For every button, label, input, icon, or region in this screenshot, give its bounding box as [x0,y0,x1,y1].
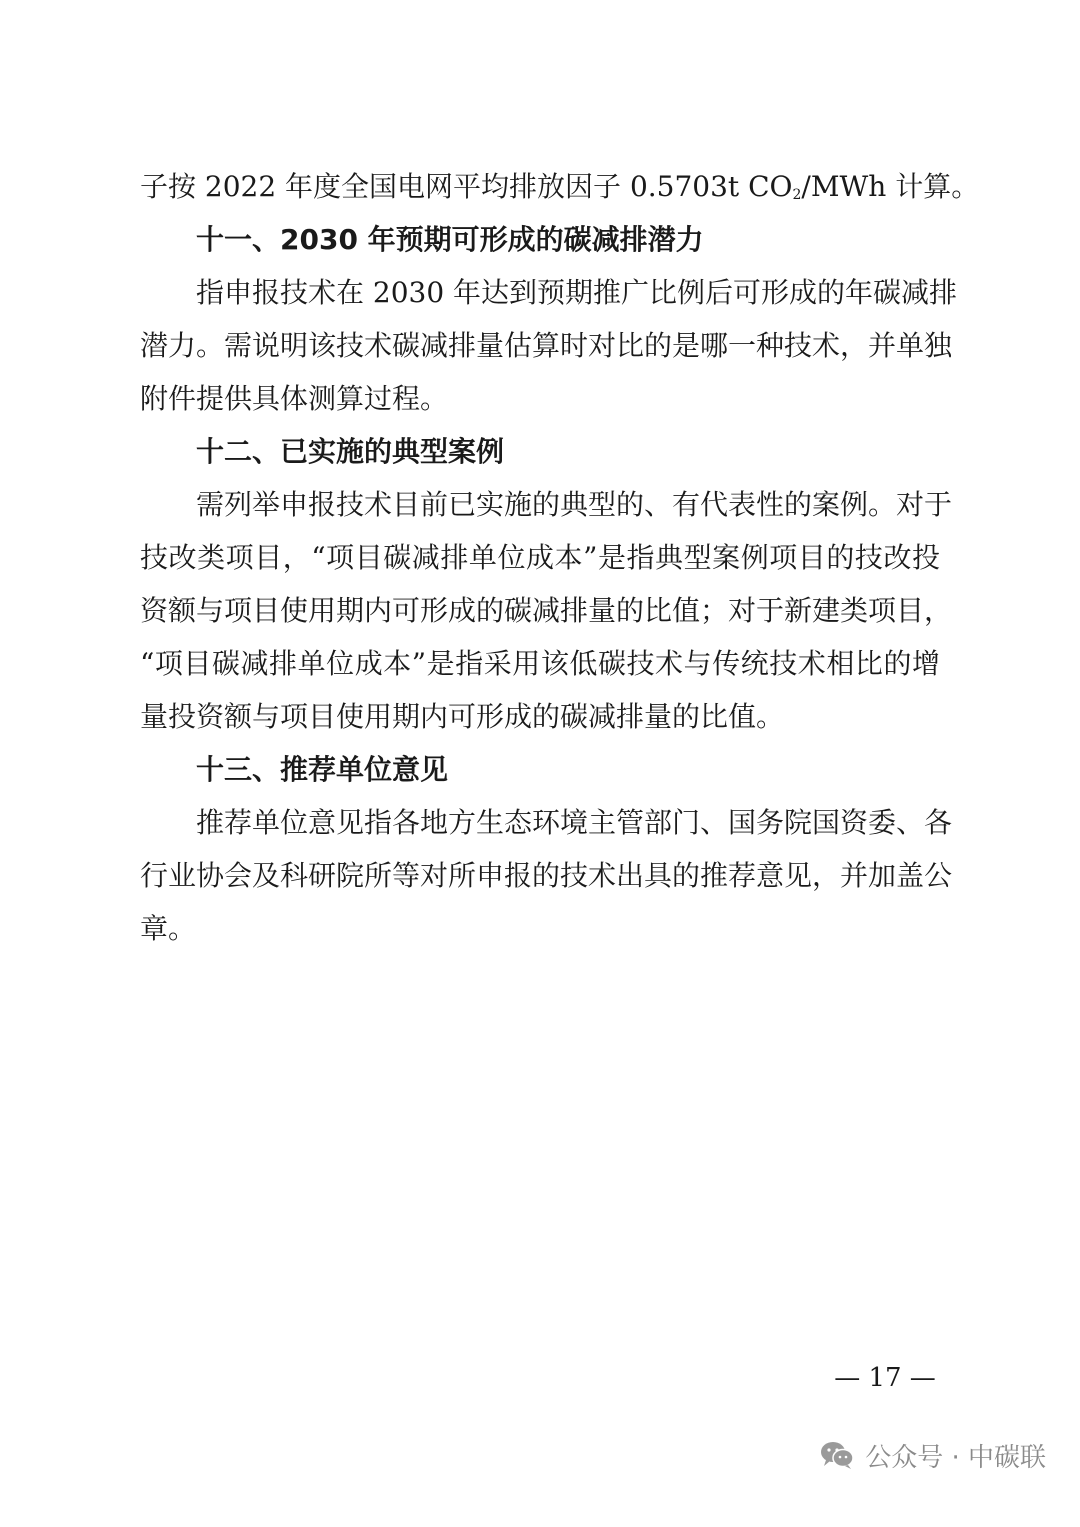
section-13-heading: 十三、推荐单位意见 [196,753,449,786]
subscript-2: 2 [792,187,802,203]
paragraph-line: 推荐单位意见指各地方生态环境主管部门、国务院国资委、各 [196,806,953,839]
section-11-heading: 十一、2030 年预期可形成的碳减排潜力 [196,223,704,256]
wechat-icon [819,1439,855,1471]
paragraph-line: 子按 2022 年度全国电网平均排放因子 0.5703t $CO_2$/MWh 计算。 [140,170,980,203]
section-12-heading: 十二、已实施的典型案例 [196,435,505,468]
page-number: — 17 — [834,1363,936,1393]
paragraph-line: 资额与项目使用期内可形成的碳减排量的比值；对于新建类项目， [140,594,953,627]
paragraph-line: 章。 [140,912,197,945]
paragraph-line: 行业协会及科研院所等对所申报的技术出具的推荐意见，并加盖公 [140,859,953,892]
paragraph-line: “项目碳减排单位成本”是指采用该低碳技术与传统技术相比的增 [140,647,940,680]
paragraph-line: 技改类项目，“项目碳减排单位成本”是指典型案例项目的技改投 [140,541,940,574]
paragraph-line: 指申报技术在 2030 年达到预期推广比例后可形成的年碳减排 [196,276,958,309]
document-body [140,160,980,955]
paragraph-line: 附件提供具体测算过程。 [140,382,449,415]
watermark [819,1430,1046,1480]
paragraph-line: 量投资额与项目使用期内可形成的碳减排量的比值。 [140,700,785,733]
paragraph-line: 潜力。需说明该技术碳减排量估算时对比的是哪一种技术，并单独 [140,329,953,362]
paragraph-line: 需列举申报技术目前已实施的典型的、有代表性的案例。对于 [196,488,953,521]
watermark-text: 公众号 · 中碳联 [865,1442,1046,1473]
